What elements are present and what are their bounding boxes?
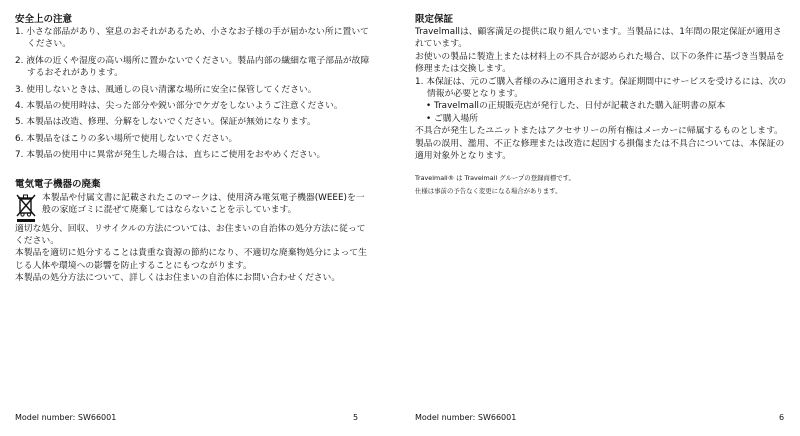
- right-model-number: Model number: SW66001: [415, 413, 517, 422]
- warranty-bullet-place: • ご購入場所: [426, 113, 478, 124]
- safety-item-2: 2. 液体の近くや湿度の高い場所に置かないでください。製品内部の繊細な電子部品が故障するおそれがあります。: [15, 55, 370, 79]
- safety-item-7: 7. 本製品の使用中に異常が発生した場合は、直ちにご使用をおやめください。: [15, 150, 326, 161]
- safety-heading: 安全上の注意: [15, 14, 73, 25]
- safety-item-4: 4. 本製品の使用時は、尖った部分や鋭い部分でケガをしないようご注意ください。: [15, 101, 343, 112]
- weee-text: 本製品や付属文書に記載されたこのマークは、使用済み電気電子機器(WEEE)を一般の家庭ゴミに混ぜて廃棄してはならないことを示しています。: [42, 192, 365, 216]
- trademark-note: Travelmall® は Travelmall グループの登録商標です。: [415, 174, 575, 183]
- disposal-paragraph-3: 本製品の処分方法について、詳しくはお住まいの自治体にお問い合わせください。: [15, 273, 341, 284]
- disposal-paragraph-1: 適切な処分、回収、リサイクルの方法については、お住まいの自治体の処分方法に従ってください。: [15, 223, 366, 247]
- disposal-paragraph-2: 本製品を適切に処分することは貴重な資源の節約になり、不適切な廃棄物処分によって生じる人体や環境への影響を防止することにもつながります。: [15, 248, 367, 271]
- weee-block: [15, 192, 370, 223]
- warranty-condition-1: 1. 本保証は、元のご購入者様のみに適用されます。保証期間中にサービスを受けるには、次の情報が必要となります。: [415, 76, 787, 100]
- left-column: [15, 14, 370, 285]
- page-right: [400, 0, 800, 436]
- warranty-heading: 限定保証: [415, 14, 454, 25]
- disposal-heading: 電気電子機器の廃棄: [15, 178, 101, 190]
- warranty-paragraph-ownership: 不具合が発生したユニットまたはアクセサリーの所有権はメーカーに帰属するものとします。: [415, 126, 783, 137]
- warranty-paragraph-2: お使いの製品に製造上または材料上の不具合が認められた場合、以下の条件に基づき当製品を修理または交換します。: [415, 51, 785, 75]
- safety-item-3: 3. 使用しないときは、風通しの良い清潔な場所に安全に保管してください。: [15, 84, 317, 95]
- safety-item-6: 6. 本製品をほこりの多い場所で使用しないでください。: [15, 133, 238, 144]
- warranty-paragraph-1: Travelmallは、顧客満足の提供に取り組んでいます。当製品には、1年間の限定保証が適用されています。: [415, 27, 782, 50]
- crossed-out-wheelie-bin-icon: [15, 193, 37, 223]
- safety-item-5: 5. 本製品は改造、修理、分解をしないでください。保証が無効になります。: [15, 117, 316, 128]
- warranty-paragraph-exclusions: 製品の誤用、濫用、不正な修理または改造に起因する損傷または不具合については、本保証の適用対象外となります。: [415, 138, 785, 162]
- right-page-number: 6: [779, 413, 785, 422]
- safety-item-1: 1. 小さな部品があり、窒息のおそれがあるため、小さなお子様の手が届かない所に置いてください。: [15, 27, 369, 50]
- left-model-number: Model number: SW66001: [15, 413, 117, 422]
- specification-note: 仕様は事前の予告なく変更になる場合があります。: [415, 187, 562, 196]
- right-column: [415, 14, 789, 196]
- left-page-number: 5: [353, 413, 359, 422]
- warranty-bullet-receipt: • Travelmallの正規販売店が発行した、日付が記載された購入証明書の原本: [426, 101, 726, 112]
